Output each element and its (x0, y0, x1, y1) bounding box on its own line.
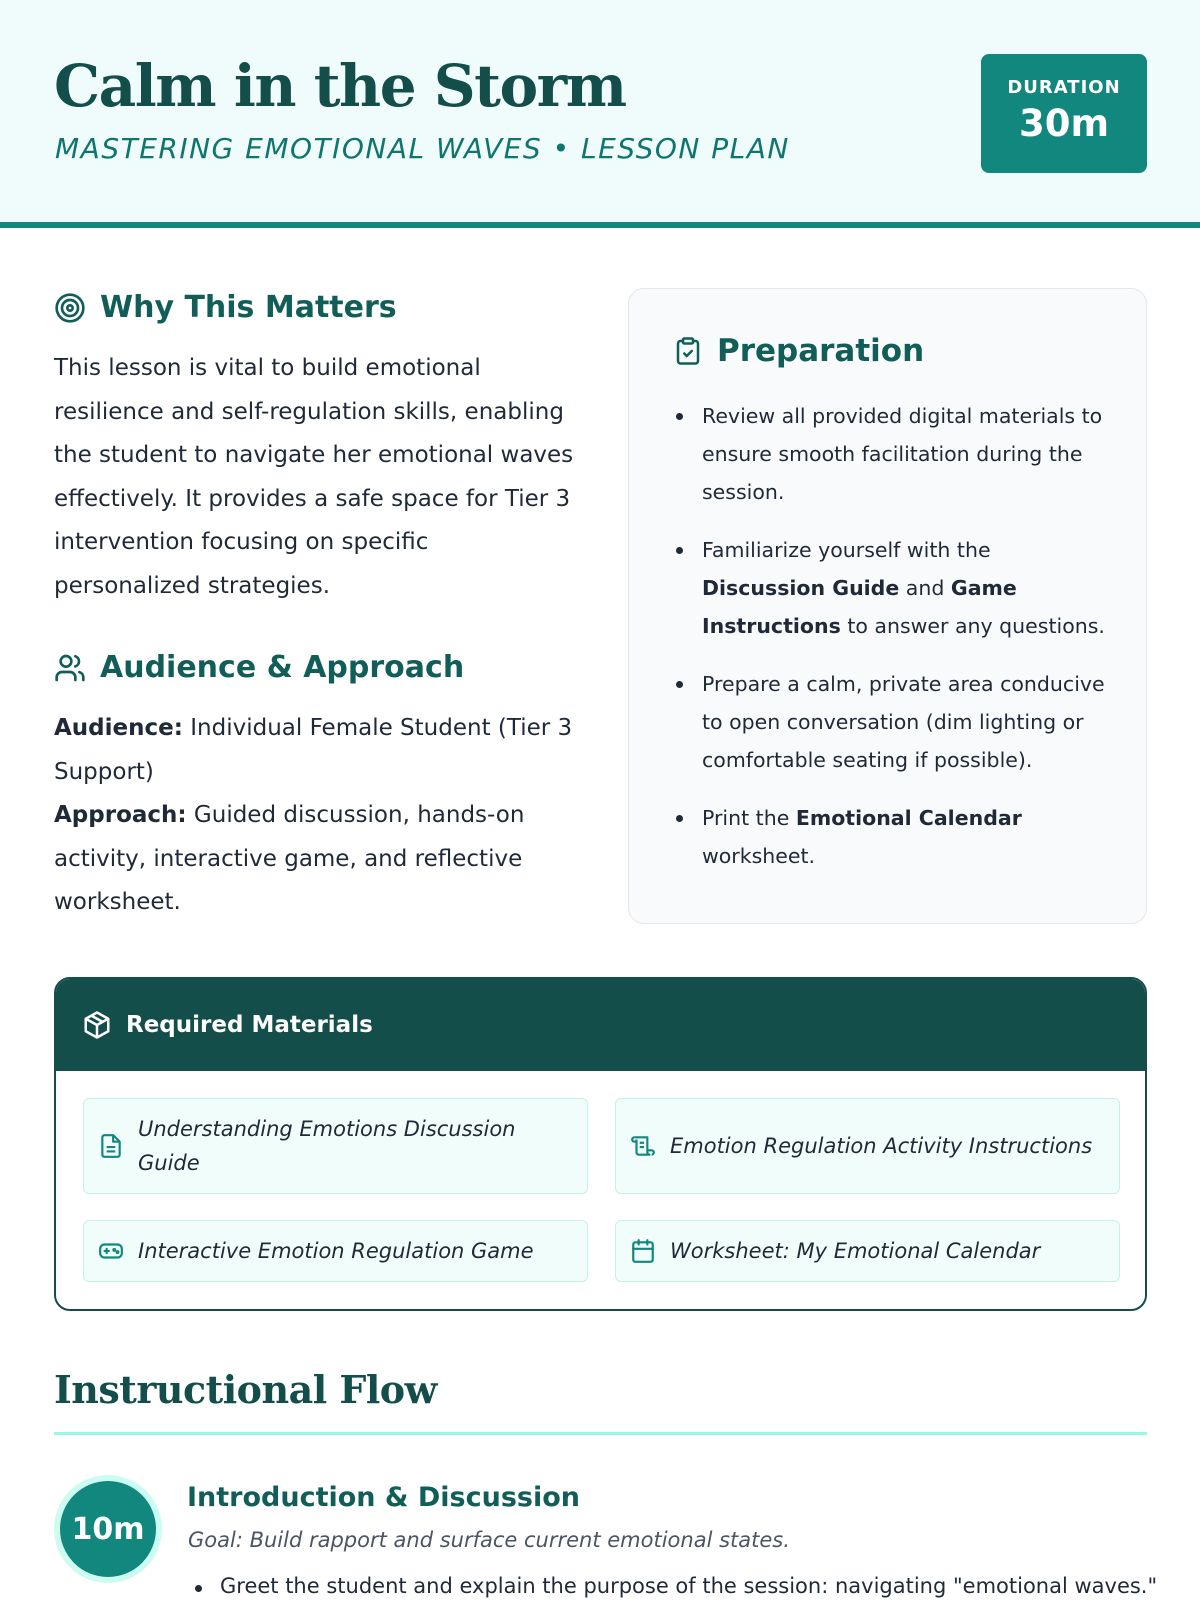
prep-text: Familiarize yourself with the (702, 538, 991, 562)
duration-value: 30m (1018, 102, 1110, 145)
preparation-item: Prepare a calm, private area conducive to open conversation (dim lighting or comfortable seating if possible). (702, 665, 1112, 779)
approach-value: Guided discussion, hands-on activity, interactive game, and reflective worksheet. (54, 802, 525, 915)
gamepad-icon (98, 1238, 124, 1264)
audience-label: Audience: (54, 715, 183, 741)
preparation-card (628, 288, 1147, 924)
step-title: Introduction & Discussion (187, 1482, 581, 1513)
audience-heading-text: Audience & Approach (100, 650, 465, 685)
file-text-icon (98, 1133, 124, 1159)
page-subtitle: MASTERING EMOTIONAL WAVES • LESSON PLAN (55, 132, 790, 165)
package-icon (82, 1010, 112, 1040)
duration-badge (981, 54, 1147, 173)
calendar-icon (630, 1238, 656, 1264)
prep-text: to answer any questions. (840, 614, 1105, 638)
materials-panel (54, 977, 1147, 1311)
prep-bold: Emotional Calendar (795, 806, 1022, 830)
page-title: Calm in the Storm (54, 52, 626, 120)
scroll-icon (630, 1133, 656, 1159)
preparation-item (702, 799, 1112, 875)
flow-title: Instructional Flow (54, 1367, 437, 1412)
material-item[interactable] (615, 1220, 1120, 1282)
approach-line (54, 794, 574, 925)
prep-text: Print the (702, 806, 796, 830)
why-heading-text: Why This Matters (100, 290, 397, 325)
preparation-list (702, 397, 1112, 895)
target-icon (54, 292, 86, 324)
material-label: Worksheet: My Emotional Calendar (670, 1239, 1041, 1263)
approach-label: Approach: (54, 802, 187, 828)
users-icon (54, 652, 86, 684)
audience-heading (54, 650, 464, 685)
preparation-heading (673, 333, 924, 369)
material-label: Emotion Regulation Activity Instructions (670, 1134, 1093, 1158)
why-heading (54, 290, 397, 325)
material-label: Understanding Emotions Discussion Guide (138, 1117, 516, 1175)
step-bullets (220, 1574, 1157, 1598)
flow-divider (54, 1432, 1147, 1435)
audience-line (54, 707, 574, 794)
step-goal: Goal: Build rapport and surface current emotional states. (188, 1528, 790, 1552)
step-duration-badge: 10m (54, 1475, 162, 1583)
preparation-heading-text: Preparation (717, 333, 925, 369)
prep-bold: Game Instructions (702, 576, 1017, 638)
duration-label: DURATION (1007, 77, 1121, 98)
audience-value: Individual Female Student (Tier 3 Support) (54, 715, 573, 785)
material-item[interactable] (83, 1220, 588, 1282)
prep-text: and (899, 576, 951, 600)
lesson-header (0, 0, 1200, 228)
prep-bold: Discussion Guide (702, 576, 900, 600)
preparation-item: Review all provided digital materials to ensure smooth facilitation during the session. (702, 397, 1112, 511)
clipboard-check-icon (673, 336, 703, 366)
preparation-item (702, 531, 1112, 645)
why-text: This lesson is vital to build emotional resilience and self-regulation skills, enabling the student to navigate her emotional waves effectively. It provides a safe space for Tier 3 intervention focusing on specific personalized strategies. (54, 355, 574, 599)
materials-heading: Required Materials (126, 1012, 373, 1038)
material-item[interactable] (615, 1098, 1120, 1194)
prep-text: worksheet. (702, 844, 816, 868)
material-label: Interactive Emotion Regulation Game (138, 1239, 534, 1263)
audience-block (54, 707, 574, 925)
material-item[interactable] (83, 1098, 588, 1194)
step-bullet: Greet the student and explain the purpose of the session: navigating "emotional waves." (220, 1574, 1158, 1598)
materials-header (56, 979, 1145, 1071)
